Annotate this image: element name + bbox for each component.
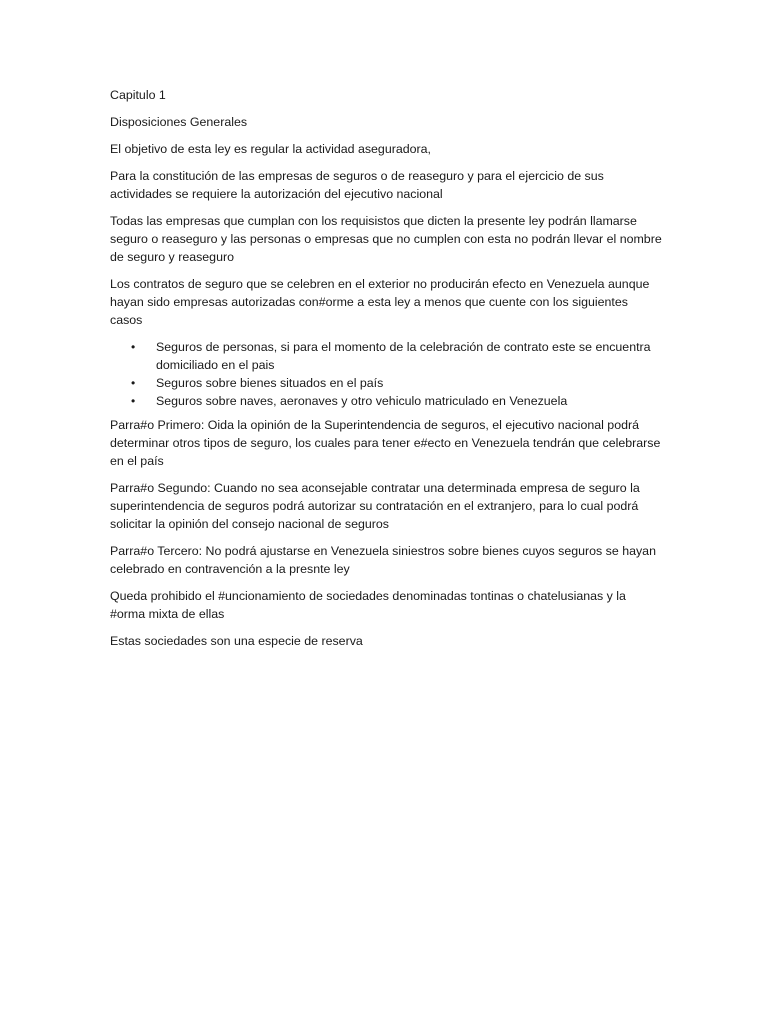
paragraph-objective: El objetivo de esta ley es regular la actividad aseguradora, — [110, 142, 431, 156]
paragraph-first: Parra#o Primero: Oida la opinión de la Superintendencia de seguros, el ejecutivo nacional podrá determinar otros tipos de seguro, los cuales para tener e#ecto en Venezuela tendrán que celebrarse en el país — [110, 418, 661, 468]
list-item-text: Seguros sobre bienes situados en el país — [156, 376, 384, 390]
paragraph-foreign-contracts: Los contratos de seguro que se celebren en el exterior no producirán efecto en Venezuela aunque hayan sido empresas autorizadas con#orme a esta ley a menos que cuente con los siguientes casos — [110, 277, 650, 327]
paragraph-requirements: Todas las empresas que cumplan con los requisistos que dicten la presente ley podrán llamarse seguro o reaseguro y las personas o empresas que no cumplen con esta no podrán llevar el nombre de seguro y reaseguro — [110, 214, 662, 264]
list-item — [110, 374, 662, 392]
section-heading: Disposiciones Generales — [110, 115, 248, 129]
bullet-icon: • — [131, 394, 136, 408]
paragraph-reserve: Estas sociedades son una especie de reserva — [110, 634, 363, 648]
paragraph-constitution: Para la constitución de las empresas de seguros o de reaseguro y para el ejercicio de sus actividades se requiere la autorización del ejecutivo nacional — [110, 169, 604, 201]
chapter-heading: Capitulo 1 — [110, 88, 166, 102]
list-item-text: Seguros sobre naves, aeronaves y otro vehiculo matriculado en Venezuela — [156, 394, 568, 408]
paragraph-prohibition: Queda prohibido el #uncionamiento de sociedades denominadas tontinas o chatelusianas y la #orma mixta de ellas — [110, 589, 626, 621]
paragraph-third: Parra#o Tercero: No podrá ajustarse en Venezuela siniestros sobre bienes cuyos seguros se hayan celebrado en contravención a la presnte ley — [110, 544, 656, 576]
list-item — [110, 392, 662, 410]
list-item-text: Seguros de personas, si para el momento de la celebración de contrato este se encuentra domiciliado en el pais — [156, 340, 651, 372]
cases-list — [110, 338, 662, 410]
document-body — [110, 86, 662, 659]
list-item — [110, 338, 662, 374]
bullet-icon: • — [131, 376, 136, 390]
bullet-icon: • — [131, 340, 136, 354]
paragraph-second: Parra#o Segundo: Cuando no sea aconsejable contratar una determinada empresa de seguro la superintendencia de seguros podrá autorizar su contratación en el extranjero, para lo cual podrá solicitar la opinión del consejo nacional de seguros — [110, 481, 640, 531]
